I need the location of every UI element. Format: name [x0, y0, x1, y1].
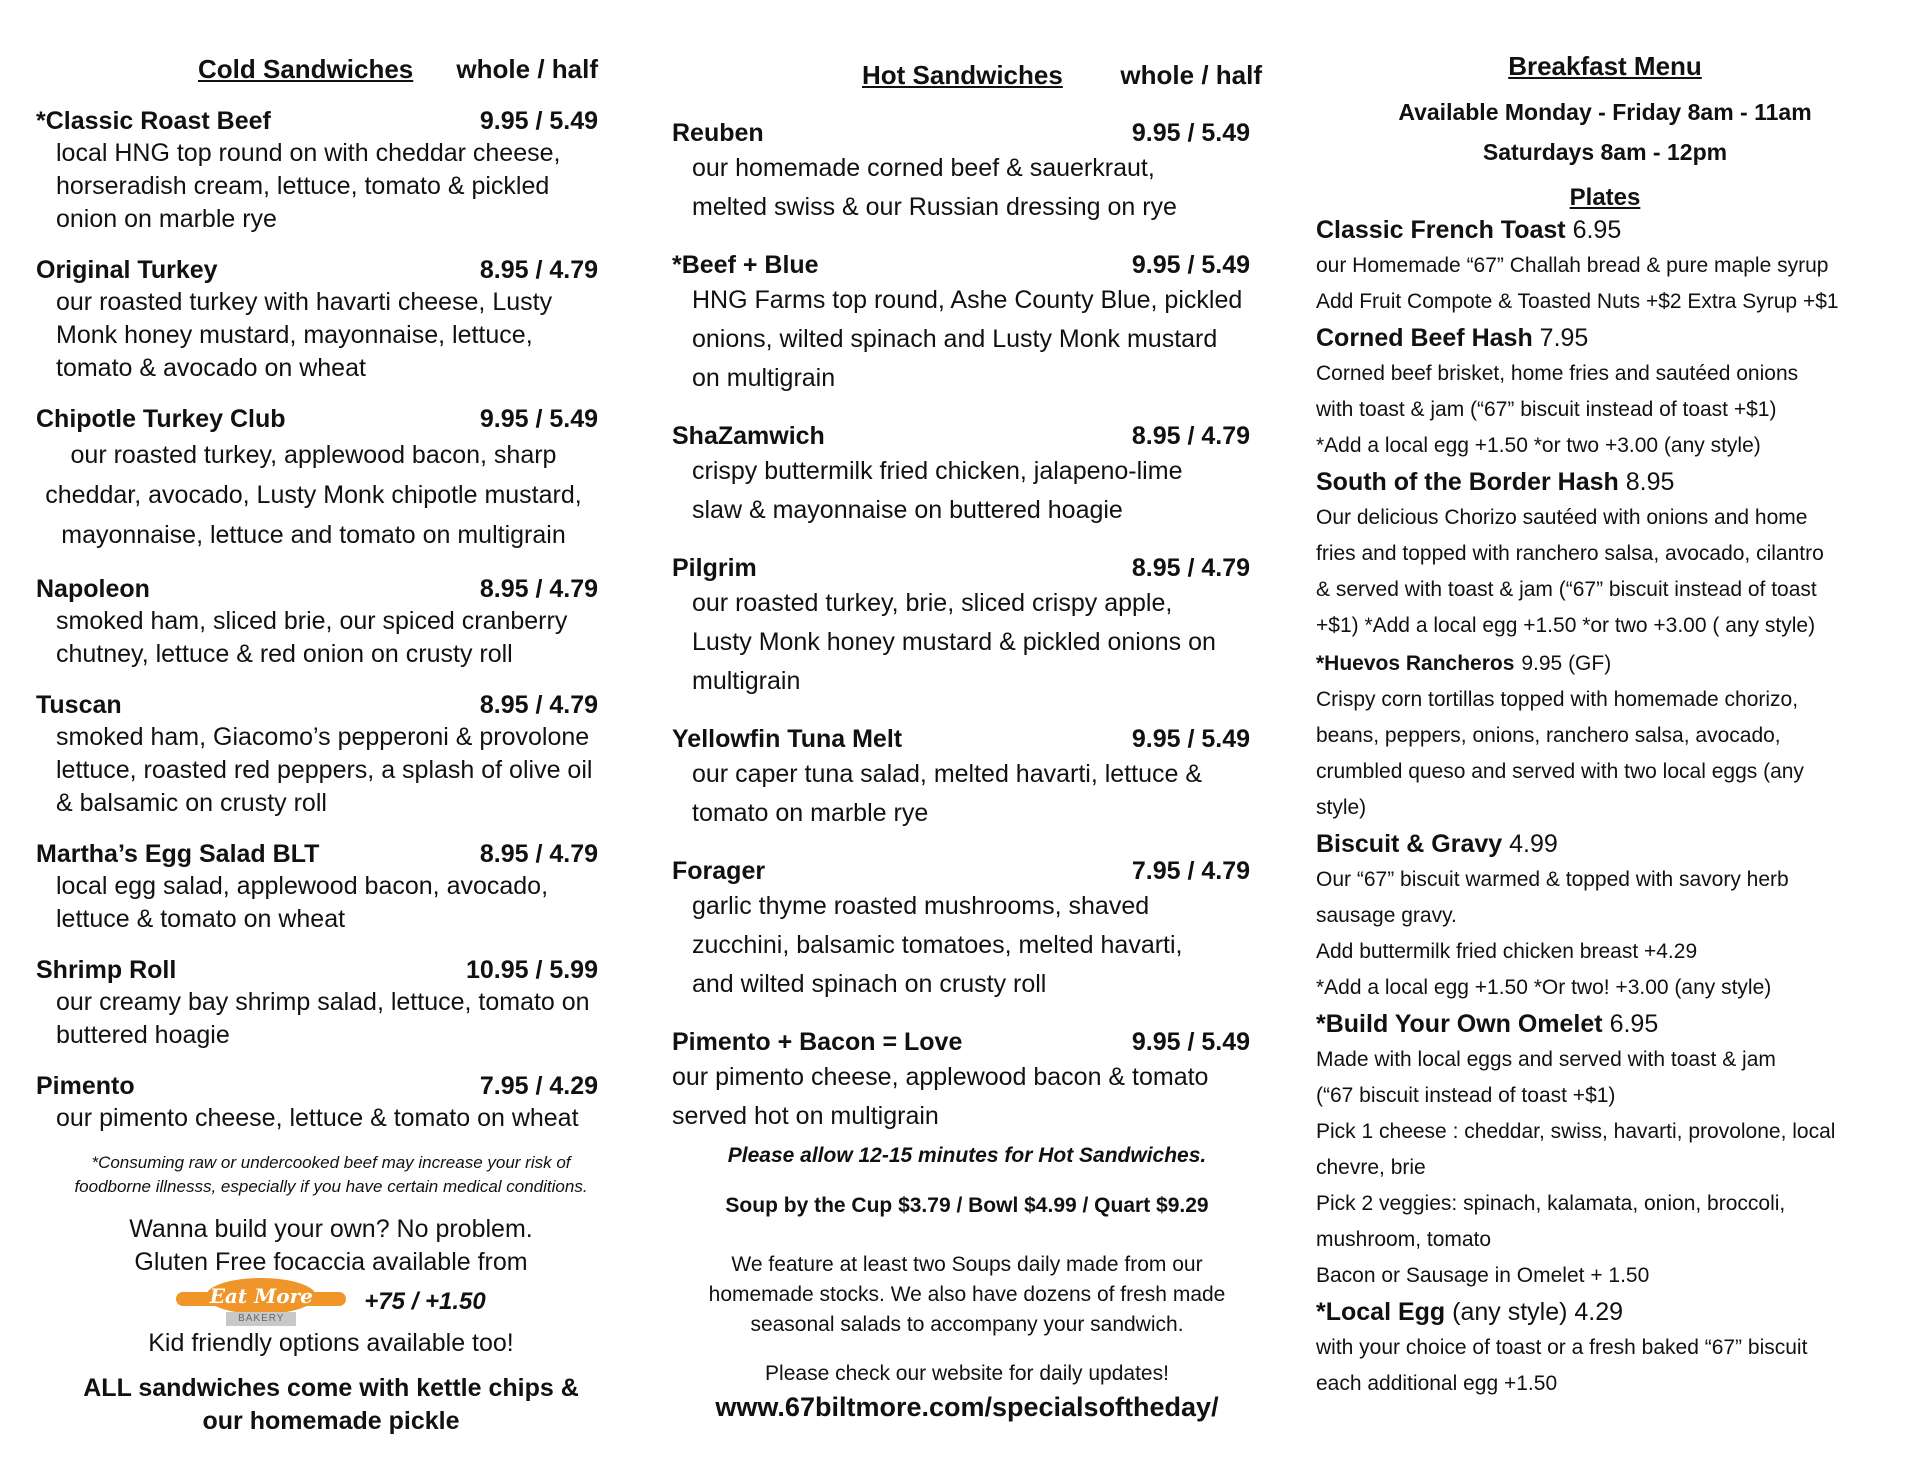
- breakfast-description-line: chevre, brie: [1316, 1156, 1426, 1179]
- hot-size-columns: whole / half: [1120, 60, 1262, 90]
- menu-item-price: 9.95 / 5.49: [1131, 725, 1250, 753]
- menu-item: [36, 838, 626, 936]
- breakfast-description-line: mushroom, tomato: [1316, 1228, 1492, 1251]
- menu-item-header: [672, 855, 1262, 887]
- menu-item-name: Pilgrim: [672, 554, 757, 582]
- menu-item-header: [36, 1070, 626, 1102]
- breakfast-item-header: [1316, 1294, 1894, 1330]
- menu-item: [672, 855, 1262, 1004]
- menu-item-name: Tuscan: [36, 691, 122, 719]
- menu-item: [672, 552, 1262, 701]
- breakfast-item-name: Biscuit & Gravy: [1316, 830, 1503, 858]
- soup-prices: Soup by the Cup $3.79 / Bowl $4.99 / Quart $9.29: [725, 1194, 1209, 1217]
- feature-line: homemade stocks. We also have dozens of fresh made: [708, 1283, 1226, 1306]
- breakfast-item-header: [1316, 644, 1894, 682]
- hot-sandwiches-column: [672, 0, 1262, 1423]
- menu-item: [36, 573, 626, 671]
- menu-item: [36, 105, 626, 236]
- menu-item-description: [36, 605, 611, 671]
- description-line: slaw & mayonnaise on buttered hoagie: [692, 496, 1123, 524]
- menu-item-header: [36, 403, 626, 435]
- description-line: chutney, lettuce & red onion on crusty roll: [56, 640, 513, 668]
- menu-item-name: Martha’s Egg Salad BLT: [36, 840, 320, 868]
- menu-item-description: [672, 281, 1262, 398]
- menu-item-description: [672, 584, 1262, 701]
- breakfast-item-name: *Huevos Rancheros: [1316, 652, 1515, 675]
- menu-item-name: Chipotle Turkey Club: [36, 405, 286, 433]
- hours-saturday: Saturdays 8am - 12pm: [1482, 139, 1728, 165]
- description-line: served hot on multigrain: [672, 1102, 939, 1130]
- description-line: multigrain: [692, 667, 801, 695]
- breakfast-item-name: Corned Beef Hash: [1316, 324, 1533, 352]
- breakfast-item: [1316, 1294, 1894, 1402]
- menu-item-name: Original Turkey: [36, 256, 218, 284]
- menu-item-price: 7.95 / 4.29: [479, 1072, 598, 1100]
- description-line: smoked ham, Giacomo’s pepperoni & provolone: [56, 723, 590, 751]
- breakfast-description-line: *Add a local egg +1.50 *or two +3.00 (any style): [1316, 434, 1761, 457]
- logo-ribbon: BAKERY: [226, 1312, 296, 1326]
- description-line: our pimento cheese, applewood bacon & tomato: [672, 1063, 1209, 1091]
- menu-item: [672, 723, 1262, 833]
- breakfast-item-price: 6.95: [1609, 1010, 1659, 1038]
- description-line: & balsamic on crusty roll: [56, 789, 327, 817]
- cold-section-header: [36, 54, 626, 85]
- description-line: our roasted turkey with havarti cheese, Lusty: [56, 288, 553, 316]
- menu-item-description: [672, 887, 1262, 1004]
- gluten-free-row: [36, 1279, 626, 1323]
- breakfast-description-line: each additional egg +1.50: [1316, 1372, 1558, 1395]
- description-line: our homemade corned beef & sauerkraut,: [692, 154, 1155, 182]
- breakfast-description-line: Our delicious Chorizo sautéed with onions and home: [1316, 506, 1808, 529]
- menu-item: [36, 1070, 626, 1135]
- breakfast-description-line: (“67 biscuit instead of toast +$1): [1316, 1084, 1616, 1107]
- breakfast-item-header: [1316, 464, 1894, 500]
- menu-item: [672, 117, 1262, 227]
- description-line: our creamy bay shrimp salad, lettuce, tomato on: [56, 988, 590, 1016]
- menu-item-header: [36, 954, 626, 986]
- menu-item-header: [672, 723, 1262, 755]
- breakfast-item-price: 8.95: [1625, 468, 1675, 496]
- description-line: our roasted turkey, applewood bacon, sharp: [70, 441, 557, 469]
- breakfast-description-line: Our “67” biscuit warmed & topped with savory herb: [1316, 868, 1789, 891]
- breakfast-hours: [1316, 92, 1894, 172]
- breakfast-item-header: [1316, 320, 1894, 356]
- menu-item-description: [672, 755, 1262, 833]
- menu-item-price: 8.95 / 4.79: [479, 840, 598, 868]
- warning-line: *Consuming raw or undercooked beef may increase your risk of: [91, 1153, 571, 1172]
- menu-item-price: 7.95 / 4.79: [1131, 857, 1250, 885]
- menu-item-header: [672, 552, 1262, 584]
- description-line: local egg salad, applewood bacon, avocado,: [56, 872, 549, 900]
- menu-item-description: [36, 986, 611, 1052]
- breakfast-description-line: Add buttermilk fried chicken breast +4.29: [1316, 940, 1698, 963]
- website-prompt: Please check our website for daily updates!: [765, 1362, 1169, 1385]
- description-line: tomato & avocado on wheat: [56, 354, 366, 382]
- menu-item-description: [672, 1058, 1242, 1136]
- description-line: tomato on marble rye: [692, 799, 929, 827]
- breakfast-description-line: Corned beef brisket, home fries and sautéed onions: [1316, 362, 1799, 385]
- menu-item-header: [36, 689, 626, 721]
- kid-friendly-note: Kid friendly options available too!: [148, 1329, 514, 1357]
- description-line: and wilted spinach on crusty roll: [692, 970, 1047, 998]
- breakfast-description-line: sausage gravy.: [1316, 904, 1457, 927]
- breakfast-item-header: [1316, 212, 1894, 248]
- breakfast-description-line: +$1) *Add a local egg +1.50 *or two +3.00 ( any style): [1316, 614, 1816, 637]
- menu-item-price: 8.95 / 4.79: [1131, 422, 1250, 450]
- menu-item: [672, 249, 1262, 398]
- menu-item-name: *Beef + Blue: [672, 251, 819, 279]
- description-line: mayonnaise, lettuce and tomato on multigrain: [61, 521, 566, 549]
- feature-line: We feature at least two Soups daily made from our: [731, 1253, 1203, 1276]
- breakfast-item: [1316, 212, 1894, 320]
- menu-item-header: [672, 420, 1262, 452]
- breakfast-item: [1316, 1006, 1894, 1294]
- sides-note: [36, 1372, 626, 1438]
- sides-line: our homemade pickle: [202, 1407, 460, 1435]
- menu-item-name: Shrimp Roll: [36, 956, 177, 984]
- cold-sandwiches-column: [36, 0, 626, 1438]
- breakfast-description-line: with toast & jam (“67” biscuit instead of toast +$1): [1316, 398, 1777, 421]
- menu-item-price: 9.95 / 5.49: [1131, 119, 1250, 147]
- build-your-own: [36, 1213, 626, 1323]
- menu-item-price: 9.95 / 5.49: [479, 405, 598, 433]
- wait-time-note: Please allow 12-15 minutes for Hot Sandwiches.: [727, 1144, 1207, 1167]
- menu-item-name: *Classic Roast Beef: [36, 107, 271, 135]
- breakfast-description-line: Pick 2 veggies: spinach, kalamata, onion, broccoli,: [1316, 1192, 1786, 1215]
- breakfast-item-price: (any style) 4.29: [1452, 1298, 1624, 1326]
- breakfast-description-line: Pick 1 cheese : cheddar, swiss, havarti, provolone, local: [1316, 1120, 1836, 1143]
- menu-item-header: [36, 105, 626, 137]
- menu-item-name: ShaZamwich: [672, 422, 825, 450]
- menu-item-description: [672, 149, 1262, 227]
- menu-item-price: 8.95 / 4.79: [1131, 554, 1250, 582]
- menu-item-header: [672, 1026, 1262, 1058]
- logo-wordmark: Eat More: [206, 1278, 316, 1314]
- website-url: www.67biltmore.com/specialsoftheday/: [715, 1392, 1219, 1422]
- breakfast-item: [1316, 320, 1894, 464]
- breakfast-description-line: our Homemade “67” Challah bread & pure maple syrup: [1316, 254, 1829, 277]
- breakfast-description-line: fries and topped with ranchero salsa, avocado, cilantro: [1316, 542, 1824, 565]
- hot-section-title: Hot Sandwiches: [862, 60, 1063, 90]
- description-line: garlic thyme roasted mushrooms, shaved: [692, 892, 1150, 920]
- breakfast-description-line: Crispy corn tortillas topped with homemade chorizo,: [1316, 688, 1799, 711]
- description-line: lettuce & tomato on wheat: [56, 905, 346, 933]
- menu-item-description: [36, 286, 611, 385]
- description-line: crispy buttermilk fried chicken, jalapeno-lime: [692, 457, 1183, 485]
- menu-item-header: [36, 573, 626, 605]
- menu-item-name: Yellowfin Tuna Melt: [672, 725, 903, 753]
- menu-item: [36, 954, 626, 1052]
- cold-section-title: Cold Sandwiches: [198, 54, 414, 84]
- breakfast-item-name: *Local Egg: [1316, 1298, 1446, 1326]
- breakfast-item-list: [1316, 212, 1894, 1402]
- breakfast-item-name: *Build Your Own Omelet: [1316, 1010, 1603, 1038]
- description-line: HNG Farms top round, Ashe County Blue, pickled: [692, 286, 1243, 314]
- plates-heading: Plates: [1569, 184, 1641, 211]
- breakfast-description-line: beans, peppers, onions, ranchero salsa, avocado,: [1316, 724, 1781, 747]
- description-line: melted swiss & our Russian dressing on rye: [692, 193, 1177, 221]
- description-line: Lusty Monk honey mustard & pickled onions on: [692, 628, 1216, 656]
- breakfast-description-line: with your choice of toast or a fresh baked “67” biscuit: [1316, 1336, 1808, 1359]
- breakfast-item-name: South of the Border Hash: [1316, 468, 1619, 496]
- description-line: our caper tuna salad, melted havarti, lettuce &: [692, 760, 1203, 788]
- hot-item-list: [672, 117, 1262, 1136]
- breakfast-description-line: Add Fruit Compote & Toasted Nuts +$2 Extra Syrup +$1: [1316, 290, 1839, 313]
- menu-item-description: [36, 1102, 611, 1135]
- hot-section-header: [672, 60, 1262, 91]
- menu-item-description: [36, 435, 591, 555]
- menu-item-price: 8.95 / 4.79: [479, 691, 598, 719]
- breakfast-description-line: crumbled queso and served with two local eggs (any: [1316, 760, 1804, 783]
- description-line: Monk honey mustard, mayonnaise, lettuce,: [56, 321, 533, 349]
- breakfast-item-header: [1316, 1006, 1894, 1042]
- breakfast-item-price: 7.95: [1539, 324, 1589, 352]
- menu-item-name: Pimento: [36, 1072, 135, 1100]
- menu-item-header: [672, 249, 1262, 281]
- cold-item-list: [36, 105, 626, 1135]
- sides-line: ALL sandwiches come with kettle chips &: [83, 1374, 579, 1402]
- breakfast-column: [1316, 0, 1894, 1402]
- menu-item-price: 9.95 / 5.49: [479, 107, 598, 135]
- menu-item-price: 9.95 / 5.49: [1131, 1028, 1250, 1056]
- menu-item: [672, 420, 1262, 530]
- menu-item-name: Napoleon: [36, 575, 150, 603]
- breakfast-item: [1316, 644, 1894, 826]
- breakfast-description-line: style): [1316, 796, 1367, 819]
- menu-item-header: [672, 117, 1262, 149]
- breakfast-item-price: 9.95 (GF): [1521, 652, 1612, 675]
- description-line: our roasted turkey, brie, sliced crispy apple,: [692, 589, 1173, 617]
- consumption-warning: [36, 1151, 626, 1199]
- menu-item: [36, 689, 626, 820]
- breakfast-item-header: [1316, 826, 1894, 862]
- feature-line: seasonal salads to accompany your sandwich.: [750, 1313, 1184, 1336]
- hours-weekday: Available Monday - Friday 8am - 11am: [1398, 99, 1812, 125]
- breakfast-item: [1316, 826, 1894, 1006]
- description-line: onion on marble rye: [56, 205, 277, 233]
- menu-item-name: Pimento + Bacon = Love: [672, 1028, 963, 1056]
- menu-item-name: Forager: [672, 857, 766, 885]
- breakfast-description-line: Made with local eggs and served with toast & jam: [1316, 1048, 1776, 1071]
- menu-item-header: [36, 254, 626, 286]
- description-line: cheddar, avocado, Lusty Monk chipotle mustard,: [45, 481, 582, 509]
- menu-item-description: [36, 721, 611, 820]
- menu-item-name: Reuben: [672, 119, 764, 147]
- breakfast-item-name: Classic French Toast: [1316, 216, 1566, 244]
- menu-item-price: 9.95 / 5.49: [1131, 251, 1250, 279]
- menu-item: [36, 403, 626, 555]
- eat-more-bakery-logo: [176, 1276, 346, 1326]
- description-line: smoked ham, sliced brie, our spiced cranberry: [56, 607, 568, 635]
- description-line: local HNG top round on with cheddar cheese,: [56, 139, 561, 167]
- build-line: Gluten Free focaccia available from: [134, 1248, 528, 1276]
- menu-item-header: [36, 838, 626, 870]
- menu-item-description: [36, 137, 611, 236]
- description-line: our pimento cheese, lettuce & tomato on wheat: [56, 1104, 579, 1132]
- breakfast-description-line: Bacon or Sausage in Omelet + 1.50: [1316, 1264, 1650, 1287]
- breakfast-description-line: & served with toast & jam (“67” biscuit instead of toast: [1316, 578, 1817, 601]
- menu-item-price: 8.95 / 4.79: [479, 256, 598, 284]
- menu-item-description: [36, 870, 611, 936]
- menu-item-description: [672, 452, 1262, 530]
- description-line: lettuce, roasted red peppers, a splash of olive oil: [56, 756, 593, 784]
- description-line: on multigrain: [692, 364, 836, 392]
- menu-item-price: 8.95 / 4.79: [479, 575, 598, 603]
- build-line: Wanna build your own? No problem.: [129, 1215, 533, 1243]
- menu-item-price: 10.95 / 5.99: [465, 956, 598, 984]
- description-line: buttered hoagie: [56, 1021, 230, 1049]
- description-line: onions, wilted spinach and Lusty Monk mustard: [692, 325, 1218, 353]
- cold-size-columns: whole / half: [456, 54, 598, 84]
- breakfast-description-line: *Add a local egg +1.50 *Or two! +3.00 (any style): [1316, 976, 1772, 999]
- soup-salad-feature: [672, 1250, 1262, 1340]
- description-line: zucchini, balsamic tomatoes, melted havarti,: [692, 931, 1183, 959]
- breakfast-item-price: 4.99: [1509, 830, 1558, 858]
- warning-line: foodborne illnesss, especially if you have certain medical conditions.: [74, 1177, 588, 1196]
- breakfast-item: [1316, 464, 1894, 644]
- breakfast-item-price: 6.95: [1572, 216, 1622, 244]
- menu-item: [672, 1026, 1262, 1136]
- gluten-free-price: +75 / +1.50: [364, 1287, 486, 1315]
- breakfast-title: Breakfast Menu: [1508, 51, 1702, 81]
- description-line: horseradish cream, lettuce, tomato & pickled: [56, 172, 550, 200]
- menu-item: [36, 254, 626, 385]
